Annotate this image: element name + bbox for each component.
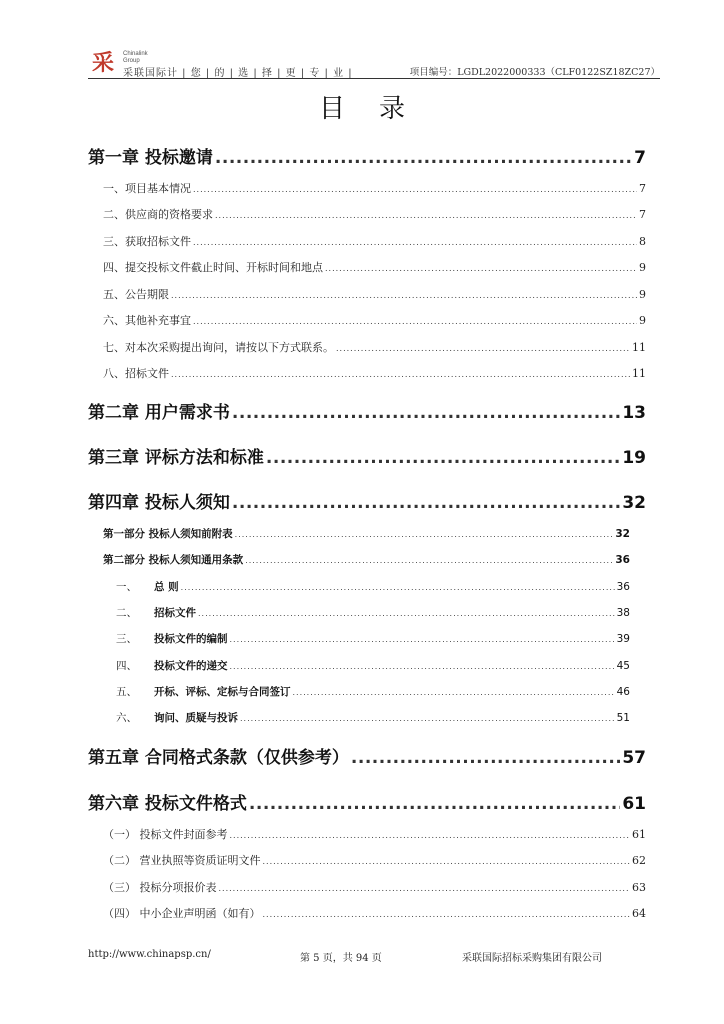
toc-label: 七、对本次采购提出询问，请按以下方式联系。 [103,341,334,354]
toc-chapter-3[interactable] [88,443,646,468]
toc-label: 第五章 合同格式条款（仅供参考） [88,748,349,768]
toc-page: 7 [634,148,646,168]
toc-label: （四） 中小企业声明函（如有） [103,907,261,920]
toc-leader [230,635,615,644]
toc-label: 五、公告期限 [103,288,169,301]
toc-chapter-4[interactable] [88,488,646,513]
toc-leader [245,556,613,565]
toc-leader [198,609,615,618]
toc-label: 三、获取招标文件 [103,235,191,248]
toc-page: 62 [632,854,646,867]
toc-label: 六、其他补充事宜 [103,314,191,327]
footer-url[interactable]: http://www.chinapsp.cn/ [88,949,211,960]
toc-num: 二、 [116,607,137,619]
toc-leader [193,185,637,194]
toc-subsection[interactable] [116,605,630,620]
toc-label: 第二章 用户需求书 [88,403,230,423]
toc-leader [249,794,620,814]
toc-label: 八、招标文件 [103,367,169,380]
toc-page: 9 [639,288,646,301]
toc-num: 一、 [116,581,137,593]
toc-page: 38 [616,607,630,619]
logo-text-line2: Group [123,58,140,64]
toc-leader [240,714,615,723]
toc-section[interactable] [103,339,646,355]
toc-chapter-2[interactable] [88,398,646,423]
toc-leader [215,148,632,168]
toc-page: 63 [632,881,646,894]
toc-subsection[interactable] [116,579,630,594]
toc-section[interactable] [103,286,646,302]
toc-page: 32 [622,493,646,513]
page-title: 目录 [318,94,439,124]
logo-text-line1: Chinalink [123,51,148,57]
toc-label: 开标、评标、定标与合同签订 [154,686,291,698]
toc-chapter-6[interactable] [88,789,646,814]
toc-subsection[interactable] [116,684,630,699]
toc-page: 9 [639,261,646,274]
toc-leader [232,493,620,513]
toc-page: 32 [615,528,630,540]
toc-form[interactable] [103,826,646,842]
toc-leader [325,264,637,273]
toc-leader [171,370,630,379]
toc-leader [235,530,614,539]
toc-num: 三、 [116,633,137,645]
toc-leader [230,831,631,840]
page-header [88,50,660,80]
toc-label: 招标文件 [154,607,196,619]
toc-label: 四、提交投标文件截止时间、开标时间和地点 [103,261,323,274]
toc-leader [171,291,637,300]
toc-label: 投标文件的递交 [154,660,228,672]
toc-section[interactable] [103,312,646,328]
toc-leader [181,583,615,592]
toc-page: 61 [622,794,646,814]
project-number: 项目编号：LGDL2022000333（CLF0122SZ18ZC27） [409,67,660,78]
toc-form[interactable] [103,879,646,895]
toc-page: 8 [639,235,646,248]
toc-page: 46 [616,686,630,698]
footer-page-info: 第 5 页，共 94 页 [300,953,382,964]
toc-label: 询问、质疑与投诉 [154,712,238,724]
toc-page: 36 [615,554,630,566]
toc-form[interactable] [103,852,646,868]
toc-page: 57 [622,748,646,768]
toc-leader [263,910,631,919]
toc-page: 64 [632,907,646,920]
logo-text [123,51,148,65]
toc-leader [219,884,631,893]
toc-section[interactable] [103,365,646,381]
toc-page: 45 [616,660,630,672]
toc-page: 61 [632,828,646,841]
toc-leader [351,748,620,768]
header-slogan: 采联国际计 | 您 | 的 | 选 | 择 | 更 | 专 | 业 | [123,68,353,79]
toc-page: 39 [616,633,630,645]
toc-chapter-1[interactable] [88,143,646,168]
toc-subsection[interactable] [116,710,630,725]
toc-page: 11 [632,367,646,380]
toc-leader [230,662,615,671]
toc-page: 7 [639,208,646,221]
toc-num: 四、 [116,660,137,672]
toc-leader [215,211,637,220]
toc-section[interactable] [103,233,646,249]
header-divider [88,78,660,79]
toc-page: 13 [622,403,646,423]
toc-num: 六、 [116,712,137,724]
toc-page: 19 [622,448,646,468]
toc-subsection[interactable] [116,631,630,646]
toc-leader [336,344,630,353]
toc-page: 7 [639,182,646,195]
toc-label: （二） 营业执照等资质证明文件 [103,854,261,867]
toc-chapter-5[interactable] [88,743,646,768]
toc-leader [193,317,637,326]
toc-num: 五、 [116,686,137,698]
toc-label: 二、供应商的资格要求 [103,208,213,221]
toc-label: 总 则 [154,581,179,593]
toc-leader [232,403,620,423]
toc-leader [263,857,631,866]
toc-form[interactable] [103,905,646,921]
toc-label: 第三章 评标方法和标准 [88,448,264,468]
toc-label: 第一部分 投标人须知前附表 [103,528,233,540]
company-logo: 采 [91,50,114,76]
footer-company: 采联国际招标采购集团有限公司 [462,953,602,964]
toc-label: （一） 投标文件封面参考 [103,828,228,841]
toc-leader [266,448,620,468]
toc-part[interactable] [103,526,630,541]
toc-label: 第四章 投标人须知 [88,493,230,513]
toc-label: 一、项目基本情况 [103,182,191,195]
toc-label: 第六章 投标文件格式 [88,794,247,814]
toc-label: 投标文件的编制 [154,633,228,645]
toc-label: （三） 投标分项报价表 [103,881,217,894]
toc-page: 51 [616,712,630,724]
toc-leader [293,688,615,697]
toc-page: 11 [632,341,646,354]
toc-page: 9 [639,314,646,327]
toc-page: 36 [616,581,630,593]
toc-label: 第二部分 投标人须知通用条款 [103,554,244,566]
toc-section[interactable] [103,206,646,222]
toc-section[interactable] [103,259,646,275]
toc-label: 第一章 投标邀请 [88,148,213,168]
toc-part[interactable] [103,552,630,567]
toc-subsection[interactable] [116,658,630,673]
toc-leader [193,238,637,247]
toc-section[interactable] [103,180,646,196]
